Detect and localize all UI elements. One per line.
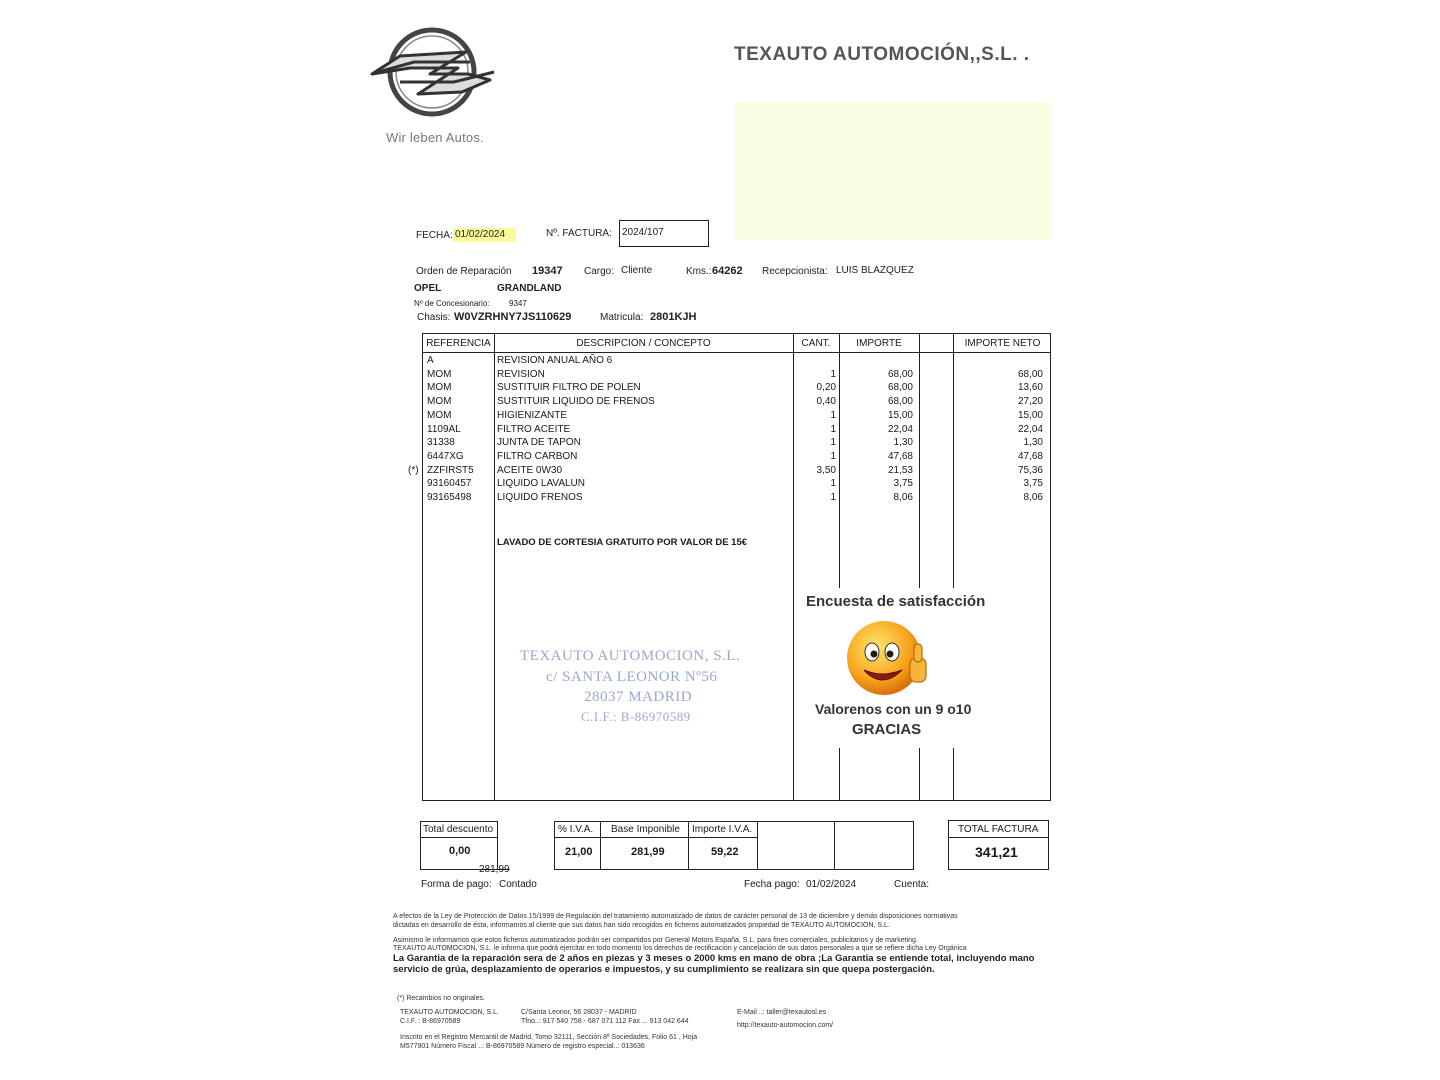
cell-cantidad: 1 [830,478,836,490]
opel-logo [370,22,500,122]
courtesy-note: LAVADO DE CORTESIA GRATUITO POR VALOR DE 15€ [497,537,748,548]
cell-importe: 3,75 [893,478,913,490]
cargo-label: Cargo: [584,266,615,277]
cell-importe-neto: 1,30 [1023,437,1043,449]
cell-importe: 1,30 [893,437,913,449]
fecha-label: FECHA: [416,230,453,241]
chasis-value: W0VZRHNY7JS110629 [454,311,572,323]
concesionario-value: 9347 [509,299,527,308]
cell-referencia: 6447XG [427,450,464,462]
address-highlight [735,102,1051,240]
iva-divider [834,822,835,869]
cell-descripcion: FILTRO ACEITE [497,423,571,435]
footer-company: TEXAUTO AUTOMOCION, S.L. [400,1009,499,1016]
cell-importe-neto: 13,60 [1017,382,1043,394]
cell-referencia: MOM [427,409,452,421]
importe-iva-value: 59,22 [711,846,739,858]
matricula-value: 2801KJH [650,311,697,323]
cell-cantidad: 1 [830,437,836,449]
cell-cantidad: 1 [830,368,836,380]
cell-importe: 8,06 [893,492,913,503]
kms-value: 64262 [712,265,743,277]
cell-importe: 21,53 [887,464,913,476]
legal-text-1: A efectos de la Ley de Protección de Datos 15/1999 de Regulación del tratamiento automatizado de datos de carácter personal de 13 de diciembre y demás disposiciones normativas [393,913,958,920]
th-cant: CANT. [801,338,831,349]
th-referencia: REFERENCIA [426,338,491,349]
cell-referencia: A [427,355,434,366]
smiley-thumbs-up-icon [844,618,936,700]
cell-importe-neto: 3,75 [1023,478,1043,490]
fecha-value: 01/02/2024 [455,229,506,240]
matricula-label: Matricula: [600,312,644,323]
cuenta-label: Cuenta: [894,879,930,890]
table-row [423,382,1050,396]
footer-registro-2: M577901 Número Fiscal ..: B-86970589 Número de registro especial..: 013636 [400,1043,645,1050]
slogan: Wir leben Autos. [386,130,484,145]
cell-cantidad: 1 [830,409,836,421]
fecha-pago-value: 01/02/2024 [806,879,857,890]
cell-importe-neto: 8,06 [1023,492,1043,503]
cell-importe: 68,00 [887,396,913,408]
footer-registro-1: Inscrito en el Registro Mercantil de Madrid, Tomo 32111, Sección 8ª Sociedades, Folio 61 , Hoja [400,1034,698,1041]
cell-descripcion: ACEITE 0W30 [497,464,563,476]
cell-descripcion: SUSTITUIR FILTRO DE POLEN [497,382,641,394]
cell-importe-neto: 27,20 [1017,396,1043,408]
factura-label: Nº. FACTURA: [546,228,612,239]
base-label: Base Imponible [611,824,680,835]
total-label: TOTAL FACTURA [958,824,1039,835]
cell-cantidad: 1 [830,423,836,435]
footer-web-link[interactable]: http://texauto-automocion.com/ [737,1022,834,1029]
cell-importe-neto: 47,68 [1017,450,1043,462]
iva-divider [600,822,601,869]
survey-title: Encuesta de satisfacción [806,593,986,610]
cell-importe-neto: 68,00 [1017,368,1043,380]
recepcionista-label: Recepcionista: [762,266,828,277]
factura-value: 2024/107 [622,227,664,238]
cell-descripcion: FILTRO CARBON [497,450,578,462]
footer-cif: C.I.F. : B-86970589 [400,1018,461,1025]
cell-referencia: MOM [427,368,452,380]
total-value: 341,21 [975,844,1018,860]
descuento-label: Total descuento [423,824,494,835]
cargo-value: Cliente [621,265,653,276]
kms-label: Kms.: [686,266,712,277]
marca-value: OPEL [414,283,442,294]
cell-cantidad: 3,50 [816,464,836,476]
base-value: 281,99 [631,846,665,858]
cell-referencia: 93160457 [427,478,472,490]
footer-address: C/Santa Leonor, 56 28037 - MADRID [521,1009,637,1016]
cell-descripcion: JUNTA DE TAPON [497,437,581,449]
table-row [423,451,1050,465]
cell-referencia: 31338 [427,437,455,449]
cell-importe: 68,00 [887,382,913,394]
cell-descripcion: REVISION [497,368,545,380]
legal-text-4: TEXAUTO AUTOMOCION, S.L. le informa que podrá ejercitar en todo momento los derechos de rectificación y cancelación de sus datos personales a que se refiere dicha Ley Orgánica [393,945,967,952]
forma-pago-value: Contado [499,879,537,890]
cell-referencia: 93165498 [427,492,472,503]
survey-thanks: GRACIAS [852,721,922,738]
cell-importe-neto: 15,00 [1017,409,1043,421]
cell-importe: 68,00 [887,368,913,380]
iva-label: % I.V.A. [558,824,594,835]
forma-pago-label: Forma de pago: [421,879,492,890]
total-divider [949,837,1048,838]
recepcionista-value: LUIS BLAZQUEZ [836,265,914,276]
th-importe: IMPORTE [856,338,902,349]
fecha-pago-label: Fecha pago: [744,879,800,890]
cell-importe: 47,68 [887,450,913,462]
legal-text-2: dictadas en desarrollo de ésta, informamos al cliente que sus datos han sido recogidos en ficheros automatizados propiedad de TEXAUTO AUTOMOCION, S.L. [393,922,890,929]
stamp-line-2: c/ SANTA LEONOR Nº56 [546,669,718,685]
iva-value: 21,00 [565,846,593,858]
company-name: TEXAUTO AUTOMOCIÓN,,S.L. . [734,44,1030,65]
cell-referencia: MOM [427,396,452,408]
non-original-mark: (*) [408,465,419,476]
garantia-text-1: La Garantia de la reparación sera de 2 años en piezas y 3 meses o 2000 kms en mano de obra ;La Garantia se entiende total, incluyendo mano [393,953,1035,964]
cell-descripcion: REVISION ANUAL AÑO 6 [497,355,613,366]
iva-header-divider [555,837,757,838]
stamp-line-4: C.I.F.: B-86970589 [581,709,691,724]
th-importe-neto: IMPORTE NETO [964,338,1041,349]
iva-divider [757,822,758,869]
garantia-text-2: servicio de grúa, desplazamiento de operarios e impuestos, y su cumplimiento se realizara sin que quepa postergación. [393,964,935,975]
table-row [423,396,1050,410]
cell-descripcion: LIQUIDO FRENOS [497,492,583,503]
table-row [423,369,1050,383]
footer-email[interactable]: E-Mail ..: taller@texautosl.es [737,1009,827,1016]
table-row [423,424,1050,438]
cell-importe: 15,00 [887,409,913,421]
descuento-value: 0,00 [449,845,471,857]
footer-phones: Tfno..: 917 540 758 - 687 071 112 Fax ... 913 042 644 [521,1018,689,1025]
iva-divider [688,822,689,869]
cell-cantidad: 0,40 [816,396,836,408]
cell-importe: 22,04 [887,423,913,435]
modelo-value: GRANDLAND [497,283,562,294]
survey-subtitle: Valorenos con un 9 o10 [815,701,972,717]
table-row [423,437,1050,451]
descuento-divider [421,837,497,838]
concesionario-label: Nº de Concesionario: [414,299,490,308]
importe-iva-label: Importe I.V.A. [692,824,753,835]
table-row [423,465,1050,479]
cell-descripcion: SUSTITUIR LIQUIDO DE FRENOS [497,396,655,408]
table-row [423,410,1050,424]
table-row [423,492,1050,506]
descuento-subtotal: 281,99 [479,864,510,875]
chasis-label: Chasis: [417,312,451,323]
cell-referencia: MOM [427,382,452,394]
stamp-line-3: 28037 MADRID [584,689,693,705]
th-descripcion: DESCRIPCION / CONCEPTO [576,338,711,349]
cell-referencia: ZZFIRST5 [427,464,474,476]
table-header-divider [423,352,1050,353]
cell-importe-neto: 75,36 [1017,464,1043,476]
cell-descripcion: HIGIENIZANTE [497,409,568,421]
stamp-line-1: TEXAUTO AUTOMOCION, S.L. [520,648,741,664]
table-row [423,355,1050,369]
table-row [423,478,1050,492]
cell-descripcion: LIQUIDO LAVALUN [497,478,585,490]
legal-text-3: Asimismo le informamos que estos ficheros automatizados podrán ser compartidos por General Motors España, S.L. para fines comerciales, publicitarios y de marketing. [393,937,918,944]
cell-cantidad: 0,20 [816,382,836,394]
cell-cantidad: 1 [830,450,836,462]
cell-cantidad: 1 [830,492,836,503]
cell-importe-neto: 22,04 [1017,423,1043,435]
recambios-note: (*) Recambios no originales. [397,995,485,1002]
orden-label: Orden de Reparación [416,266,512,277]
cell-referencia: 1109AL [427,423,461,435]
orden-value: 19347 [532,265,563,277]
